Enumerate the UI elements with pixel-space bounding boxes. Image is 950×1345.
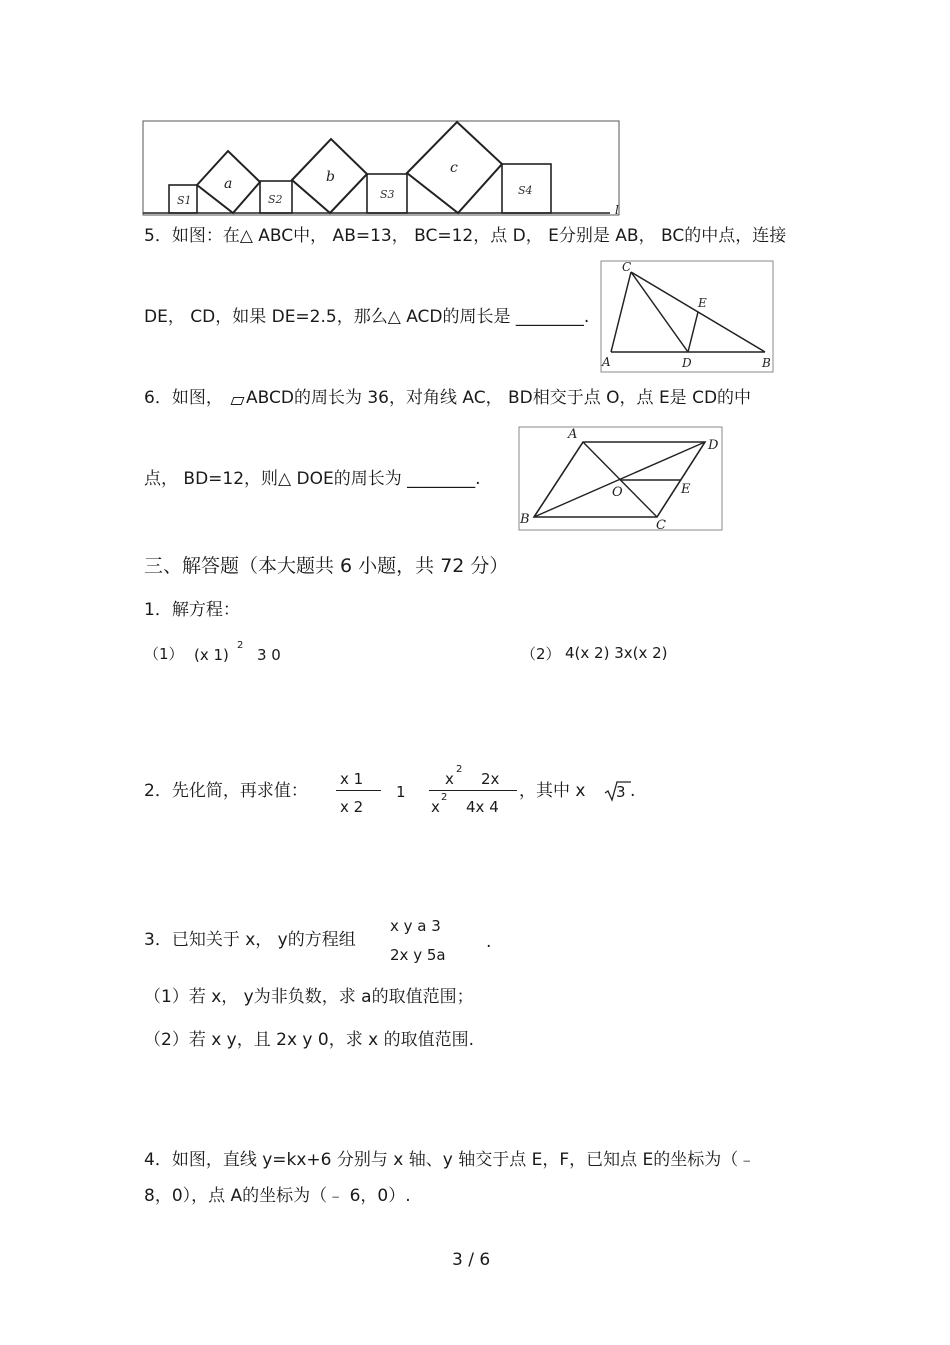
- p1-part1-exponent: 2: [237, 640, 244, 651]
- p2-lead: 2．先化简，再求值：: [144, 781, 308, 801]
- p2-frac2-num-a: x: [445, 770, 454, 788]
- label-s4: S4: [518, 184, 533, 197]
- p2-period: .: [630, 781, 636, 801]
- vertex-a: A: [568, 427, 578, 442]
- p1-part1-tail: 3 0: [257, 646, 281, 664]
- p2-frac2-num-b: 2x: [481, 770, 500, 788]
- vertex-d: D: [708, 438, 719, 453]
- vertex-c: C: [656, 518, 666, 532]
- parallelogram-abcd-figure: [518, 426, 724, 532]
- p2-frac2-den-b: 4x 4: [466, 798, 499, 816]
- p1-part1-label: （1）: [144, 645, 184, 663]
- p1-part2-label: （2）: [521, 645, 561, 663]
- triangle-abc-figure: [600, 260, 775, 374]
- p3-system-eq2: 2x y 5a: [390, 946, 446, 964]
- vertex-a: A: [602, 355, 611, 369]
- vertex-d: D: [682, 356, 692, 370]
- vertex-e: E: [681, 482, 691, 497]
- vertex-e: E: [698, 296, 707, 310]
- p1-part2-expr: 4(x 2) 3x(x 2): [565, 644, 668, 662]
- segment-cd: [631, 272, 688, 352]
- vertex-b: B: [520, 512, 530, 527]
- label-l: l: [615, 203, 619, 217]
- label-c: c: [450, 160, 458, 176]
- q6-line1-rest: ABCD的周长为 36，对角线 AC， BD相交于点 O，点 E是 CD的中: [246, 388, 752, 408]
- p3-period: .: [486, 932, 492, 952]
- label-s1: S1: [177, 194, 192, 207]
- p2-frac1-bar: [336, 790, 381, 791]
- p2-frac1-denominator: x 2: [340, 798, 364, 816]
- p2-frac2-num-exp: 2: [456, 764, 463, 775]
- p2-frac2-den-a: x: [431, 798, 440, 816]
- vertex-c: C: [622, 260, 632, 274]
- top-squares-figure: [140, 118, 630, 220]
- p3-system-eq1: x y a 3: [390, 917, 441, 935]
- vertex-b: B: [762, 356, 771, 370]
- q5-line1: 5．如图：在△ ABC中， AB=13， BC=12，点 D， E分别是 AB， BC的中点，连接: [144, 226, 787, 246]
- p2-tail: ，其中 x: [519, 781, 586, 801]
- page-number: 3 / 6: [452, 1250, 491, 1270]
- vertex-o: O: [612, 485, 623, 500]
- p2-root-value: 3: [616, 783, 626, 801]
- p1-title: 1．解方程：: [144, 600, 240, 620]
- label-s3: S3: [380, 188, 395, 201]
- p3-sub1: （1）若 x， y为非负数，求 a的取值范围；: [144, 987, 474, 1007]
- q5-line2: DE， CD，如果 DE=2.5，那么△ ACD的周长是 ________.: [144, 307, 590, 327]
- p3-sub2: （2）若 x y，且 2x y 0，求 x 的取值范围.: [144, 1030, 474, 1050]
- label-a: a: [224, 176, 233, 192]
- section-heading: 三、解答题（本大题共 6 小题，共 72 分）: [144, 555, 509, 577]
- p3-lead: 3．已知关于 x， y的方程组: [144, 930, 356, 950]
- q6-line2: 点， BD=12，则△ DOE的周长为 ________.: [144, 469, 481, 489]
- segment-de: [688, 312, 698, 352]
- side-ca: [611, 272, 631, 352]
- p2-middle-term: 1: [396, 783, 406, 801]
- p4-line1: 4．如图，直线 y=kx+6 分别与 x 轴、y 轴交于点 E，F，已知点 E的坐标为（﹣: [144, 1150, 756, 1170]
- p2-frac2-bar: [429, 790, 517, 791]
- p1-part1-expr: (x 1): [194, 646, 229, 664]
- label-b: b: [326, 169, 335, 185]
- label-s2: S2: [268, 193, 283, 206]
- parallelogram-symbol-icon: [231, 397, 245, 405]
- p4-line2: 8，0），点 A的坐标为（﹣ 6，0）.: [144, 1186, 411, 1206]
- p2-frac2-den-exp: 2: [441, 792, 448, 803]
- q6-line1-lead: 6．如图，: [144, 388, 223, 408]
- p2-frac1-numerator: x 1: [340, 770, 364, 788]
